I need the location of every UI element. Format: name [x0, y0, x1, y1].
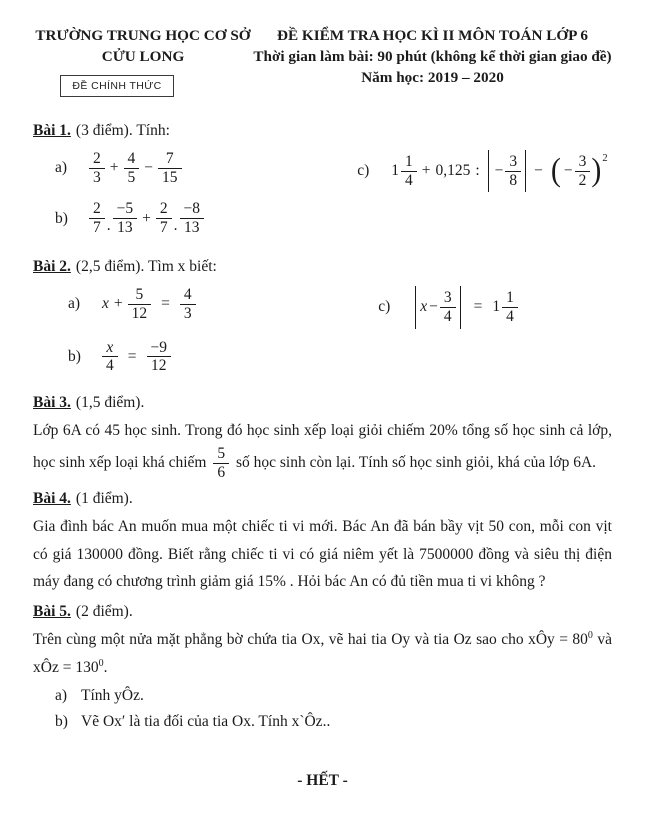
fraction-denominator: 13: [113, 218, 138, 237]
fraction-numerator: 3: [443, 289, 452, 307]
fraction-numerator: −5: [116, 200, 134, 218]
math-op: +: [109, 159, 119, 177]
math-op: −: [144, 159, 153, 177]
item-letter: c): [357, 162, 370, 180]
fraction-denominator: 12: [147, 356, 172, 375]
item-letter: a): [55, 159, 68, 177]
mixed-whole: 1: [492, 298, 501, 316]
problem-1-items: [33, 150, 612, 237]
math-expression: [412, 286, 518, 329]
close-paren-icon: ): [591, 152, 602, 189]
problem-4-body: Gia đình bác An muốn mua một chiếc ti vi mới. Bác An đã bán bầy vịt 50 con, mỗi con vịt có giá 130000 đồng. Biết rằng chiếc ti vi có giá niêm yết là 7500000 đồng và siêu thị điện máy đang có chương trình giảm giá 15% . Hỏi bác An có đủ tiền mua ti vi không ?: [33, 518, 612, 591]
fraction-numerator: 4: [127, 149, 136, 167]
official-stamp-wrap: [33, 75, 253, 97]
math-expression: [391, 150, 609, 193]
problem-intro: (2,5 điểm). Tìm x biết:: [75, 258, 217, 276]
fraction-numerator: 2: [93, 149, 101, 167]
math-frac: [575, 153, 591, 190]
item-letter: b): [68, 347, 81, 365]
problem-label: Bài 5.: [33, 603, 71, 621]
fraction-numerator: 5: [135, 286, 144, 304]
problem-2-heading: [33, 257, 612, 278]
problem-intro: (2 điểm).: [75, 603, 133, 621]
open-paren-icon: (: [550, 152, 561, 189]
math-frac: [113, 200, 138, 237]
problem-label: Bài 1.: [33, 121, 71, 139]
problem-3-heading: [33, 393, 612, 414]
math-expression: [89, 150, 182, 187]
problem-5-heading: [33, 602, 612, 623]
math-frac: [147, 339, 172, 376]
math-frac: [180, 286, 196, 323]
math-txt: và xÔz = 130: [33, 630, 612, 676]
math-mixed: [391, 153, 417, 190]
problem-intro: (1 điểm).: [75, 490, 133, 508]
math-frac: [128, 286, 152, 323]
fraction-numerator: −9: [150, 338, 167, 356]
item-text: Vẽ Ox′ là tia đối của tia Ox. Tính x`Ôz..: [81, 713, 331, 731]
fraction-denominator: 3: [89, 168, 105, 187]
item-letter: a): [68, 295, 81, 313]
math-txt: Trên cùng một nửa mặt phẳng bờ chứa tia Ox, vẽ hai tia Oy và tia Oz sao cho xÔy = 80: [33, 630, 588, 648]
math-op: +: [421, 162, 431, 180]
fraction-numerator: −8: [183, 200, 200, 218]
fraction-numerator: 7: [165, 149, 174, 167]
math-frac: [89, 150, 105, 187]
school-name-line1: TRƯỜNG TRUNG HỌC CƠ SỞ: [35, 27, 251, 44]
problem-5-items: [33, 683, 612, 736]
school-block: [33, 26, 253, 97]
math-frac: [502, 289, 518, 326]
math-frac: [180, 200, 205, 237]
header: [33, 26, 612, 97]
end-marker: - HẾT -: [297, 771, 348, 789]
fraction-denominator: 4: [502, 307, 518, 326]
problem-2: [33, 257, 612, 375]
math-txt: 0,125: [435, 162, 471, 180]
problem-2-item-c: [378, 286, 612, 329]
fraction-numerator: 1: [404, 152, 413, 170]
fraction-numerator: 1: [506, 289, 514, 307]
fraction-denominator: 12: [128, 304, 152, 323]
problem-5-body: [33, 626, 612, 681]
problem-3-body: [33, 417, 612, 481]
math-mixed: [492, 289, 518, 326]
math-abs: [488, 150, 527, 193]
problem-1: [33, 121, 612, 237]
problem-5-item-a: [33, 683, 612, 709]
problem-1-item-a: [33, 150, 357, 187]
math-frac: [505, 153, 521, 190]
item-letter: a): [55, 687, 68, 705]
problem-1-heading: [33, 121, 612, 142]
problem-intro: (1,5 điểm).: [75, 394, 145, 412]
exam-title-block: [253, 26, 612, 89]
fraction-denominator: 15: [158, 168, 182, 187]
problem-label: Bài 3.: [33, 394, 71, 412]
problem-4: [33, 489, 612, 596]
math-op: −: [494, 162, 504, 180]
fraction-numerator: 3: [509, 152, 518, 170]
exam-duration: Thời gian làm bài: 90 phút (không kể thời gian giao đề): [253, 47, 612, 65]
mixed-whole: 1: [391, 162, 399, 180]
exam-title: ĐỀ KIỂM TRA HỌC KÌ II MÔN TOÁN LỚP 6: [277, 27, 588, 44]
problem-2-item-a: [33, 286, 357, 323]
problem-3: [33, 393, 612, 481]
fraction-denominator: 7: [156, 218, 172, 237]
exponent: 2: [602, 152, 608, 164]
item-text: Tính yÔz.: [81, 687, 144, 705]
math-txt: .: [103, 658, 108, 676]
math-op: =: [161, 295, 170, 313]
math-frac: [440, 289, 456, 326]
math-op: −: [563, 162, 573, 180]
fraction-numerator: 4: [183, 286, 192, 304]
math-sup: 0: [98, 657, 104, 669]
math-frac: [89, 200, 105, 237]
math-paren: [550, 153, 608, 190]
math-expression: [89, 200, 204, 237]
fraction-numerator: 3: [578, 152, 587, 170]
fraction-numerator: 2: [159, 200, 168, 218]
math-op: −: [429, 298, 438, 316]
problem-label: Bài 2.: [33, 258, 71, 276]
problem-5: [33, 602, 612, 736]
fraction-denominator: 13: [180, 218, 205, 237]
math-op: :: [475, 162, 480, 180]
problem-2-item-b: [33, 339, 357, 376]
math-dot: .: [106, 216, 111, 234]
math-frac: [158, 150, 182, 187]
item-letter: c): [378, 298, 391, 316]
math-txt: số học sinh còn lại. Tính số học sinh giỏi, khá của lớp 6A.: [232, 453, 597, 471]
problem-1-right-column: [357, 150, 612, 193]
math-expression: [102, 339, 171, 376]
fraction-numerator: x: [106, 338, 114, 356]
math-op: =: [473, 298, 483, 316]
school-name-line2: CỬU LONG: [101, 47, 185, 65]
item-letter: b): [55, 713, 68, 731]
problem-4-heading: [33, 489, 612, 510]
fraction-denominator: 8: [505, 171, 521, 190]
problem-1-item-b: [33, 200, 357, 237]
math-txt: x: [102, 295, 109, 313]
fraction-denominator: 4: [401, 171, 417, 190]
math-dot: .: [173, 216, 178, 234]
official-stamp-box: ĐỀ CHÍNH THỨC: [60, 75, 173, 97]
problem-label: Bài 4.: [33, 490, 71, 508]
problem-2-left-column: [33, 286, 357, 375]
school-year: Năm học: 2019 – 2020: [361, 68, 504, 86]
fraction-denominator: 2: [575, 171, 591, 190]
fraction-denominator: 4: [102, 356, 118, 375]
fraction-denominator: 5: [124, 168, 140, 187]
problem-2-right-column: [357, 286, 612, 329]
math-op: =: [127, 347, 137, 365]
fraction-numerator: 2: [93, 200, 101, 218]
math-op: +: [142, 209, 151, 227]
problem-2-items: [33, 286, 612, 375]
math-frac: [102, 339, 118, 376]
math-txt: x: [420, 298, 428, 316]
math-frac: [401, 153, 417, 190]
math-frac: [156, 200, 172, 237]
math-sup: 0: [587, 629, 593, 641]
math-frac: [213, 445, 229, 482]
fraction-denominator: 7: [89, 218, 105, 237]
math-txt: Lớp 6A có 45 học sinh. Trong đó học sinh xếp loại giỏi chiếm 20% tổng số học sinh cả lớp, học sinh xếp loại khá chiếm: [33, 422, 612, 471]
math-op: −: [534, 162, 543, 180]
math-op: +: [113, 295, 123, 313]
math-abs: [415, 286, 460, 329]
fraction-numerator: 5: [217, 444, 226, 462]
problem-intro: (3 điểm). Tính:: [75, 121, 170, 139]
problem-1-item-c: [357, 150, 612, 193]
fraction-denominator: 6: [213, 463, 229, 482]
fraction-denominator: 3: [180, 304, 196, 323]
math-frac: [124, 150, 140, 187]
fraction-denominator: 4: [440, 307, 456, 326]
problem-1-left-column: [33, 150, 357, 237]
math-expression: [102, 286, 196, 323]
problem-5-item-b: [33, 709, 612, 735]
item-letter: b): [55, 209, 68, 227]
